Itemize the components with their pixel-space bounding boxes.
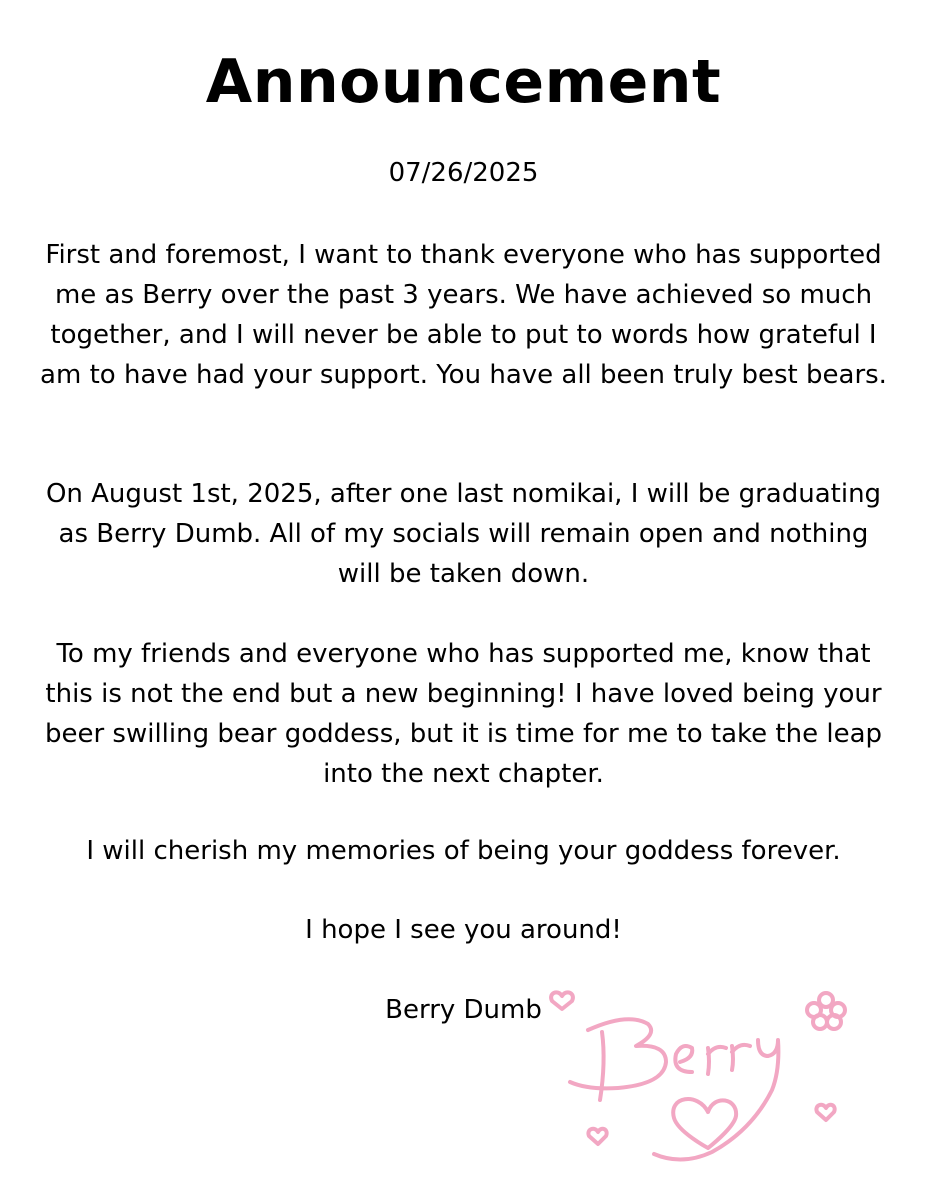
paragraph-graduation: On August 1st, 2025, after one last nomikai, I will be graduating as Berry Dumb. All of my socials will remain open and nothing will be taken down. <box>45 479 882 589</box>
paragraph-farewell: I hope I see you around! <box>305 915 622 945</box>
sign-off-name: Berry Dumb <box>385 995 542 1025</box>
handwritten-signature <box>540 980 870 1180</box>
paragraph-thanks: First and foremost, I want to thank everyone who has supported me as Berry over the past 3 years. We have achieved so much together, and I will never be able to put to words how grateful I am to have had your support. You have all been truly best bears. <box>40 240 887 390</box>
page-title: Announcement <box>205 47 722 117</box>
paragraph-new-beginning: To my friends and everyone who has supported me, know that this is not the end but a new beginning! I have loved being your beer swilling bear goddess, but it is time for me to take the leap into the next chapter. <box>44 639 883 789</box>
paragraph-cherish: I will cherish my memories of being your goddess forever. <box>86 836 841 866</box>
announcement-date: 07/26/2025 <box>388 158 539 188</box>
